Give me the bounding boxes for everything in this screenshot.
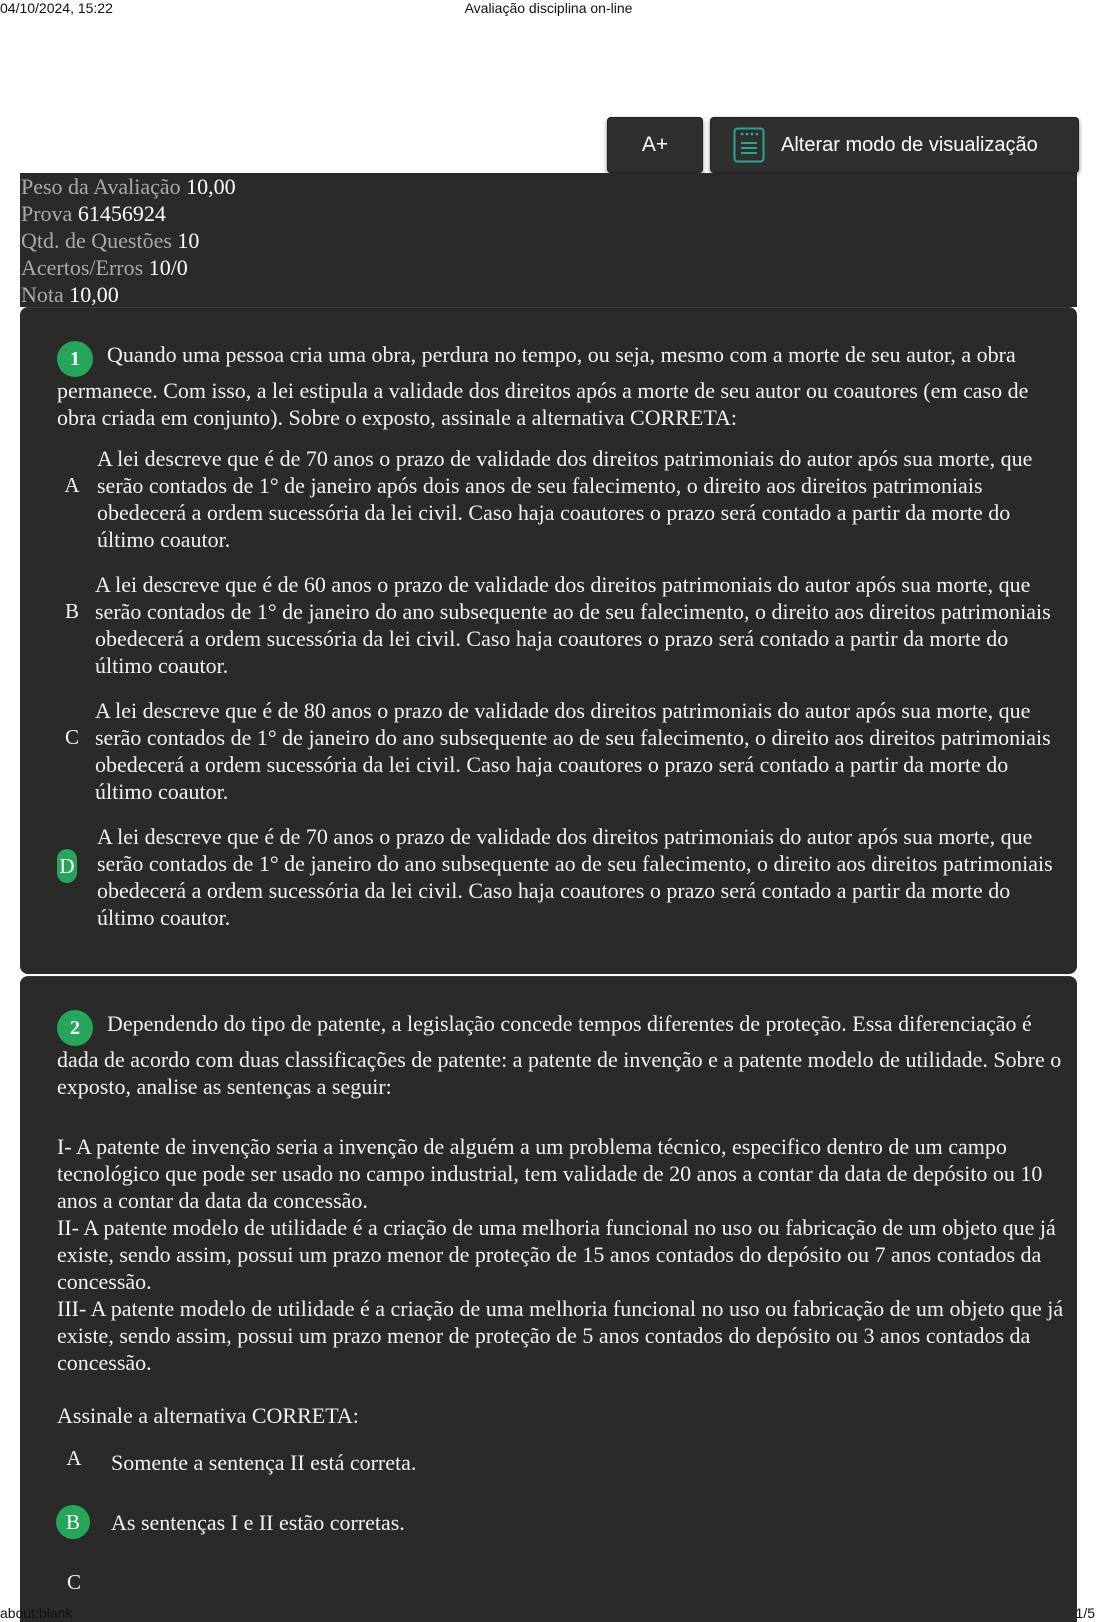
summary-row-hits-errors — [20, 254, 1077, 281]
option-letter: A — [66, 1446, 82, 1470]
summary-value: 10,00 — [186, 174, 236, 199]
summary-label: Nota — [21, 282, 64, 307]
option-text: A lei descreve que é de 70 anos o prazo de validade dos direitos patrimoniais do autor após sua morte, que serão contados de 1° de janeiro do ano subsequente ao de seu falecimento, o direito aos direitos patrimoniais obedecerá a ordem sucessória da lei civil. Caso haja coautores o prazo será contado a partir da morte do último coautor. — [97, 824, 1053, 930]
summary-label: Acertos/Erros — [21, 255, 144, 280]
question-statement: Quando uma pessoa cria uma obra, perdura no tempo, ou seja, mesmo com a morte de seu autor, a obra permanece. Com isso, a lei estipula a validade dos direitos após a morte de seu autor ou coautores (em caso de obra criada em conjunto). Sobre o exposto, assinale a alternativa CORRETA: — [57, 342, 1029, 430]
question-number-badge: 2 — [57, 1010, 93, 1046]
sentence-1: I- A patente de invenção seria a invenção de alguém a um problema técnico, especifico dentro de um campo tecnológico que pode ser usado no campo industrial, tem validade de 20 anos a contar da data de depósito ou 10 anos a contar da data da concessão. — [57, 1134, 1043, 1213]
option-letter-correct: B — [56, 1505, 90, 1539]
summary-row-weight — [20, 173, 1077, 200]
sentence-3: III- A patente modelo de utilidade é a criação de uma melhoria funcional no uso ou fabricação de um objeto que já existe, sendo assim, possui um prazo menor de proteção de 5 anos contados do depósito ou 3 anos contados da concessão. — [57, 1296, 1064, 1375]
print-footer — [0, 1603, 1097, 1621]
option-b-correct[interactable] — [57, 1505, 1067, 1539]
option-text: As sentenças I e II estão corretas. — [111, 1510, 405, 1535]
print-title: Avaliação disciplina on-line — [464, 0, 633, 16]
summary-row-grade — [20, 281, 1077, 308]
option-letter: C — [66, 1570, 81, 1594]
summary-row-exam — [20, 200, 1077, 227]
question-text — [57, 1010, 1065, 1100]
summary-value: 10,00 — [69, 282, 119, 307]
font-size-button[interactable]: A+ — [607, 117, 703, 173]
option-letter-correct: D — [57, 849, 77, 883]
sentence-2: II- A patente modelo de utilidade é a criação de uma melhoria funcional no uso ou fabricação de um objeto que já existe, sendo assim, possui um prazo menor de proteção de 15 anos contados do depósito ou 7 anos contados da concessão. — [57, 1215, 1056, 1294]
question-text — [57, 341, 1065, 431]
option-d-correct[interactable] — [57, 823, 1067, 931]
option-text: A lei descreve que é de 70 anos o prazo de validade dos direitos patrimoniais do autor após sua morte, que serão contados de 1° de janeiro após dois anos de seu falecimento, o direito aos direitos patrimoniais obedecerá a ordem sucessória da lei civil. Caso haja coautores o prazo será contado a partir da morte do último coautor. — [97, 446, 1033, 552]
print-datetime: 04/10/2024, 15:22 — [0, 0, 113, 16]
assessment-summary — [20, 173, 1077, 307]
document-icon — [733, 127, 765, 163]
question-card-2 — [20, 976, 1077, 1622]
change-view-mode-label: Alterar modo de visualização — [781, 133, 1038, 156]
print-url: about:blank — [0, 1605, 73, 1621]
option-b[interactable] — [57, 571, 1067, 679]
instruction-text: Assinale a alternativa CORRETA: — [57, 1403, 359, 1428]
option-a[interactable] — [57, 445, 1067, 553]
print-header — [0, 0, 1097, 20]
summary-value: 10/0 — [148, 255, 188, 280]
option-letter: A — [64, 473, 80, 497]
question-statement: Dependendo do tipo de patente, a legislação concede tempos diferentes de proteção. Essa diferenciação é dada de acordo com duas classificações de patente: a patente de invenção e a patente modelo de utilidade. Sobre o exposto, analise as sentenças a seguir: — [57, 1011, 1062, 1099]
change-view-mode-button[interactable] — [710, 117, 1079, 173]
summary-label: Peso da Avaliação — [21, 174, 181, 199]
summary-value: 10 — [177, 228, 200, 253]
question-number-badge: 1 — [57, 341, 93, 377]
summary-row-question-count — [20, 227, 1077, 254]
option-a[interactable] — [57, 1445, 1067, 1479]
option-letter: B — [64, 599, 79, 623]
option-text: Somente a sentença II está correta. — [111, 1450, 417, 1475]
option-c[interactable] — [57, 697, 1067, 805]
option-text: A lei descreve que é de 60 anos o prazo de validade dos direitos patrimoniais do autor após sua morte, que serão contados de 1° de janeiro do ano subsequente ao de seu falecimento, o direito aos direitos patrimoniais obedecerá a ordem sucessória da lei civil. Caso haja coautores o prazo será contado a partir da morte do último coautor. — [95, 572, 1051, 678]
summary-label: Qtd. de Questões — [21, 228, 172, 253]
option-text: A lei descreve que é de 80 anos o prazo de validade dos direitos patrimoniais do autor após sua morte, que serão contados de 1° de janeiro do ano subsequente ao de seu falecimento, o direito aos direitos patrimoniais obedecerá a ordem sucessória da lei civil. Caso haja coautores o prazo será contado a partir da morte do último coautor. — [95, 698, 1051, 804]
option-c[interactable] — [57, 1569, 1067, 1603]
question-card-1 — [20, 307, 1077, 974]
option-letter: C — [64, 725, 79, 749]
print-page-number: 1/5 — [1075, 1605, 1095, 1621]
summary-value: 61456924 — [77, 201, 166, 226]
summary-label: Prova — [21, 201, 73, 226]
